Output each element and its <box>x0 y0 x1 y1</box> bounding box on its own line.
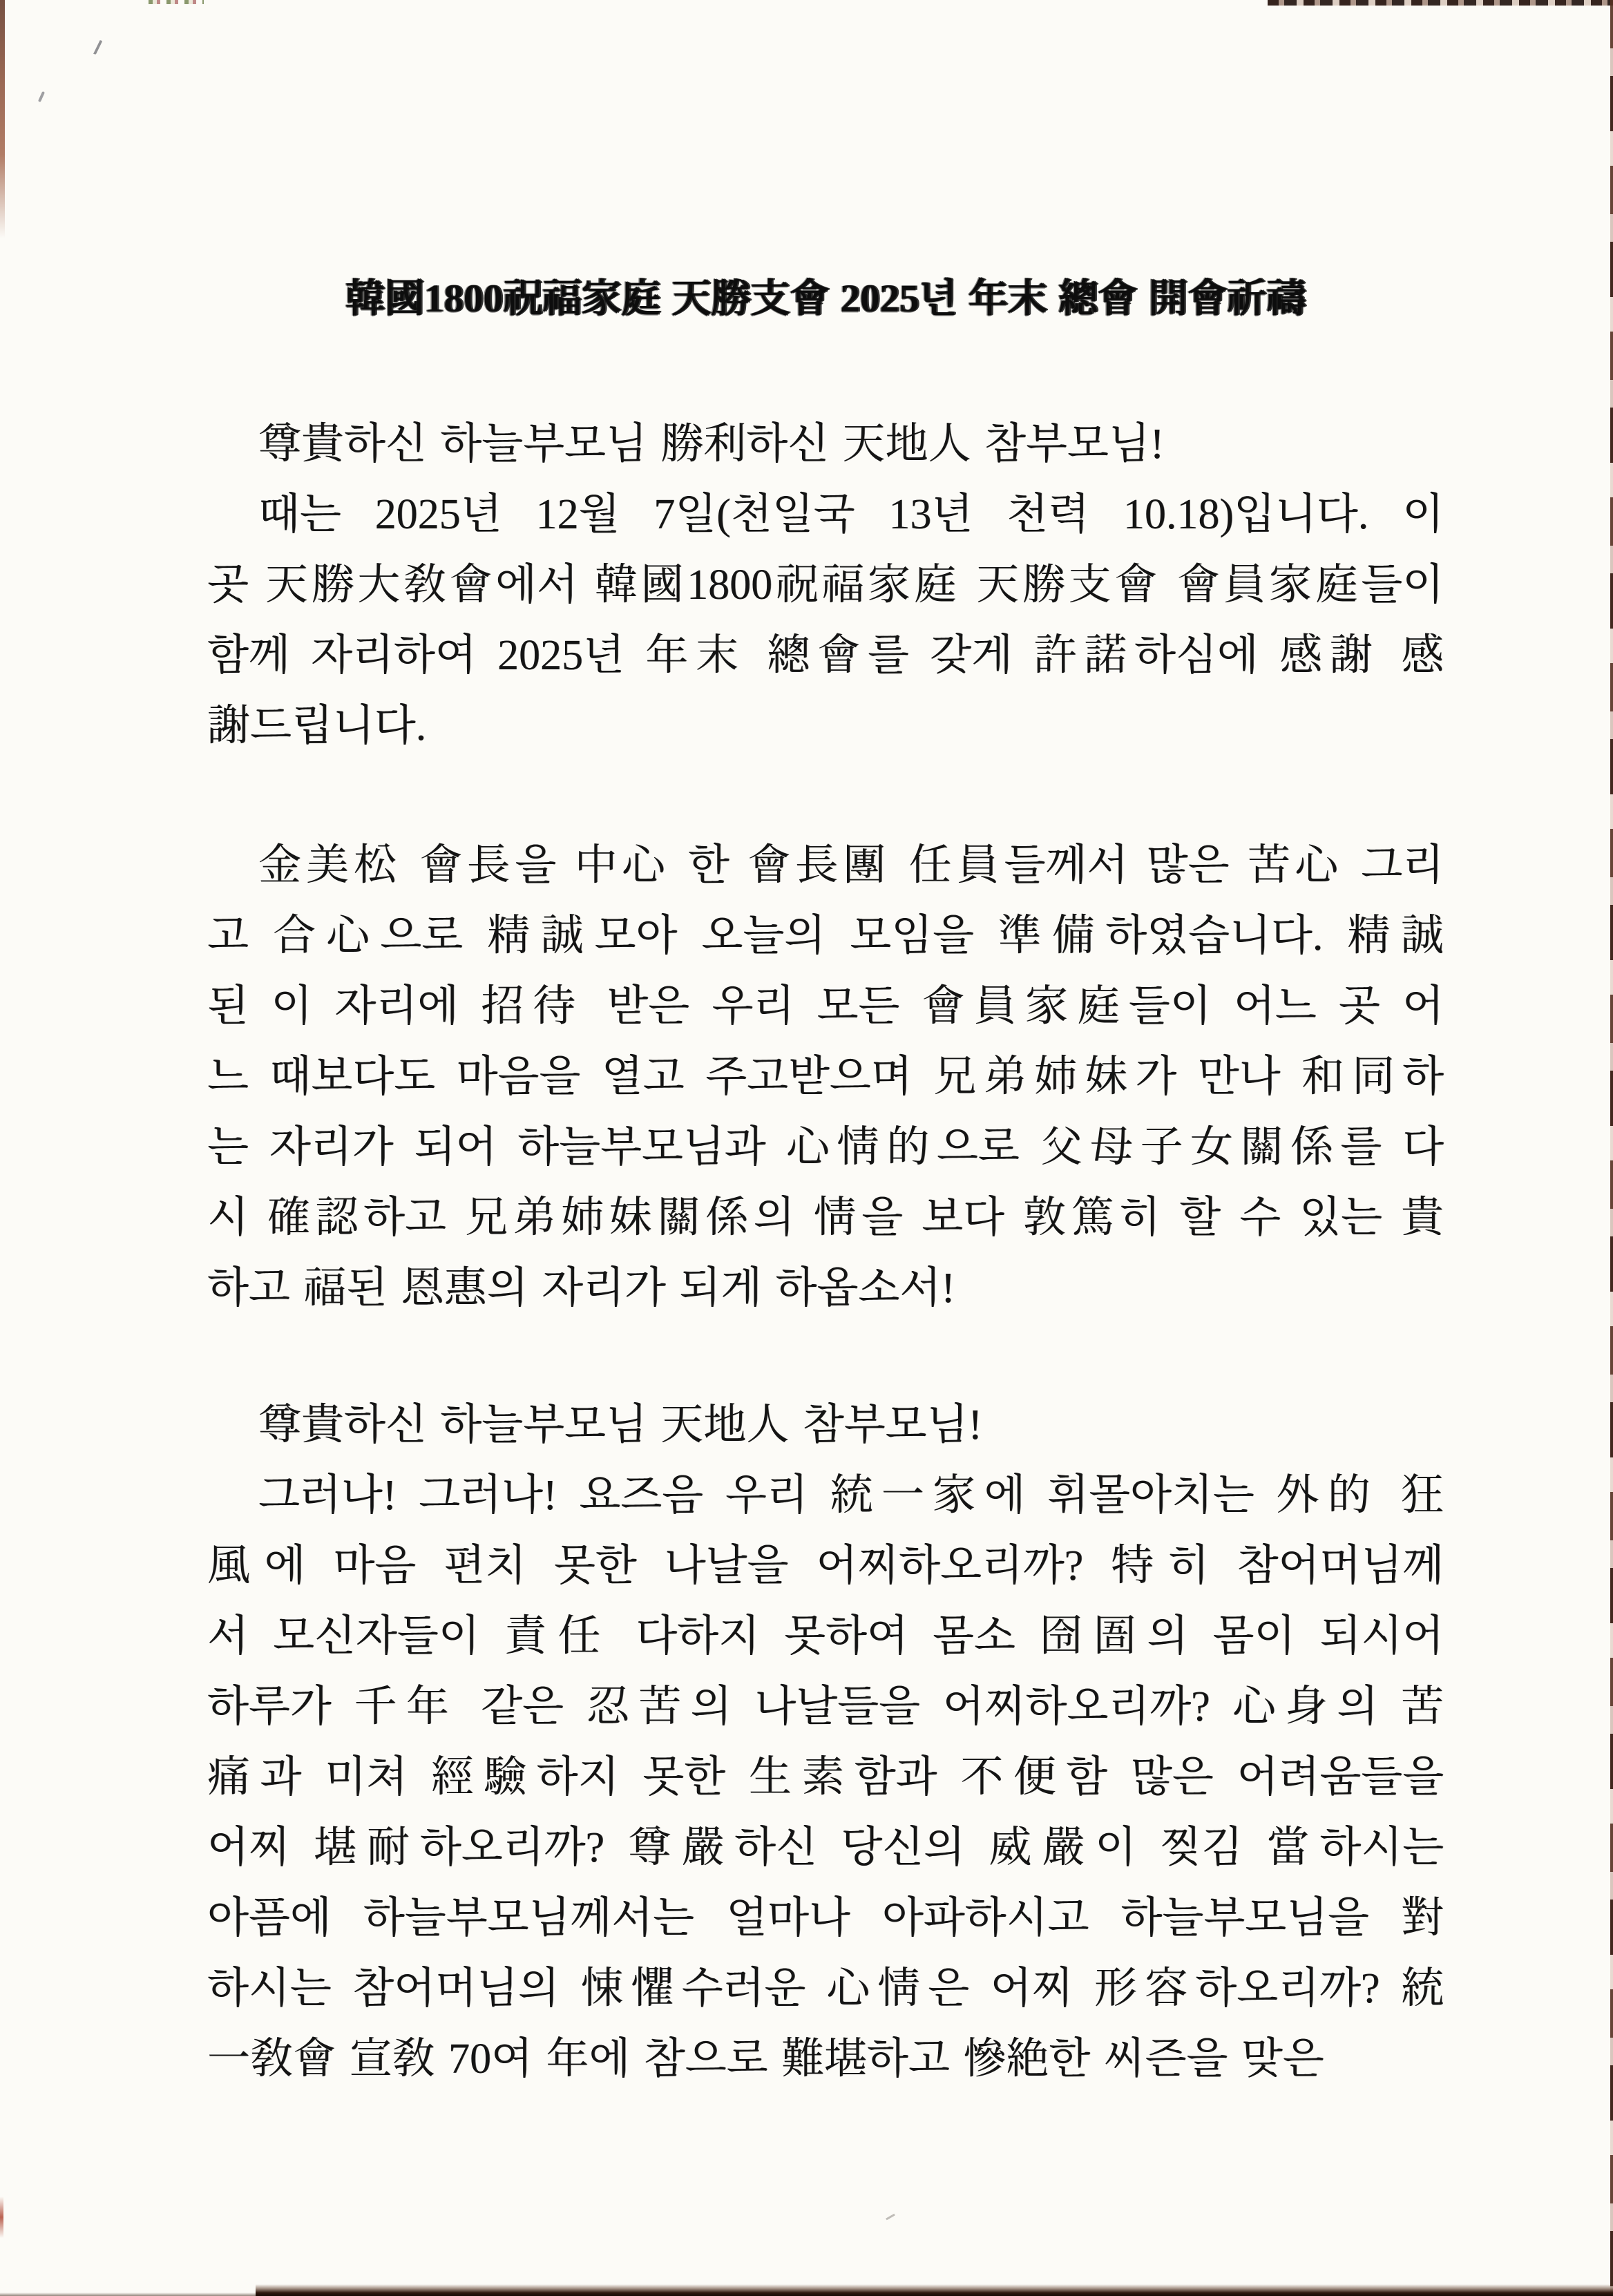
text-line: 하시는 참어머님의 悚懼수러운 心情은 어찌 形容하오리까? 統 <box>207 1965 1444 2012</box>
text-line: 尊貴하신 하늘부모님 勝利하신 天地人 참부모님! <box>258 421 1165 468</box>
paragraph-gratitude <box>207 830 1444 1323</box>
text-line: 金美松 會長을 中心 한 會長團 任員들께서 많은 苦心 그리 <box>258 842 1444 889</box>
scan-speck-mark <box>886 2214 895 2221</box>
text-line: 尊貴하신 하늘부모님 天地人 참부모님! <box>258 1401 982 1448</box>
text-line: 서 모신자들이 責任 다하지 못하여 몸소 囹圄의 몸이 되시어 <box>207 1613 1444 1660</box>
scan-speck-mark <box>86 38 102 55</box>
text-line: 시 確認하고 兄弟姉妹關係의 情을 보다 敦篤히 할 수 있는 貴 <box>207 1194 1444 1241</box>
text-line: 아픔에 하늘부모님께서는 얼마나 아파하시고 하늘부모님을 對 <box>207 1895 1444 1942</box>
text-line: 곳 天勝大敎會에서 韓國1800祝福家庭 天勝支會 會員家庭들이 <box>207 562 1444 609</box>
scan-edge-right <box>1610 0 1613 2296</box>
text-line: 는 자리가 되어 하늘부모님과 心情的으로 父母子女關係를 다 <box>207 1124 1444 1171</box>
text-line: 때는 2025년 12월 7일(천일국 13년 천력 10.18)입니다. 이 <box>258 491 1444 538</box>
text-line: 느 때보다도 마음을 열고 주고받으며 兄弟姉妹가 만나 和同하 <box>207 1053 1444 1100</box>
text-line: 어찌 堪耐하오리까? 尊嚴하신 당신의 威嚴이 찢김 當하시는 <box>207 1824 1444 1871</box>
scan-edge-top-right <box>1268 0 1613 6</box>
scan-edge-left-lower <box>0 2197 3 2238</box>
text-line: 고 合心으로 精誠모아 오늘의 모임을 準備하였습니다. 精誠 <box>207 912 1444 959</box>
text-line: 一敎會 宣敎 70여 年에 참으로 難堪하고 慘絶한 씨즌을 맞은 <box>207 2036 1324 2083</box>
scan-specks-top <box>149 0 204 4</box>
text-line: 하고 福된 恩惠의 자리가 되게 하옵소서! <box>207 1265 955 1312</box>
scan-edge-left <box>0 0 5 238</box>
text-line: 하루가 千年 같은 忍苦의 나날들을 어찌하오리까? 心身의 苦 <box>207 1683 1444 1730</box>
text-line: 謝드립니다. <box>207 702 427 749</box>
text-line: 痛과 미쳐 經驗하지 못한 生素함과 不便함 많은 어려움들을 <box>207 1754 1444 1801</box>
document-title: 韓國1800祝福家庭 天勝支會 2025년 年末 總會 開會祈禱 <box>345 277 1306 321</box>
scan-edge-bottom <box>256 2284 1613 2296</box>
text-line: 된 이 자리에 招待 받은 우리 모든 會員家庭들이 어느 곳 어 <box>207 983 1444 1030</box>
text-line: 함께 자리하여 2025년 年末 總會를 갖게 許諾하심에 感謝 感 <box>207 632 1444 679</box>
scan-edge-bottom-left <box>0 2293 256 2296</box>
scan-speck-mark <box>38 91 45 102</box>
text-line: 風에 마음 편치 못한 나날을 어찌하오리까? 特히 참어머님께 <box>207 1542 1444 1589</box>
text-line: 그러나! 그러나! 요즈음 우리 統一家에 휘몰아치는 外的 狂 <box>258 1472 1444 1519</box>
paragraph-opening <box>207 409 1444 761</box>
paragraph-lament <box>207 1390 1444 2094</box>
